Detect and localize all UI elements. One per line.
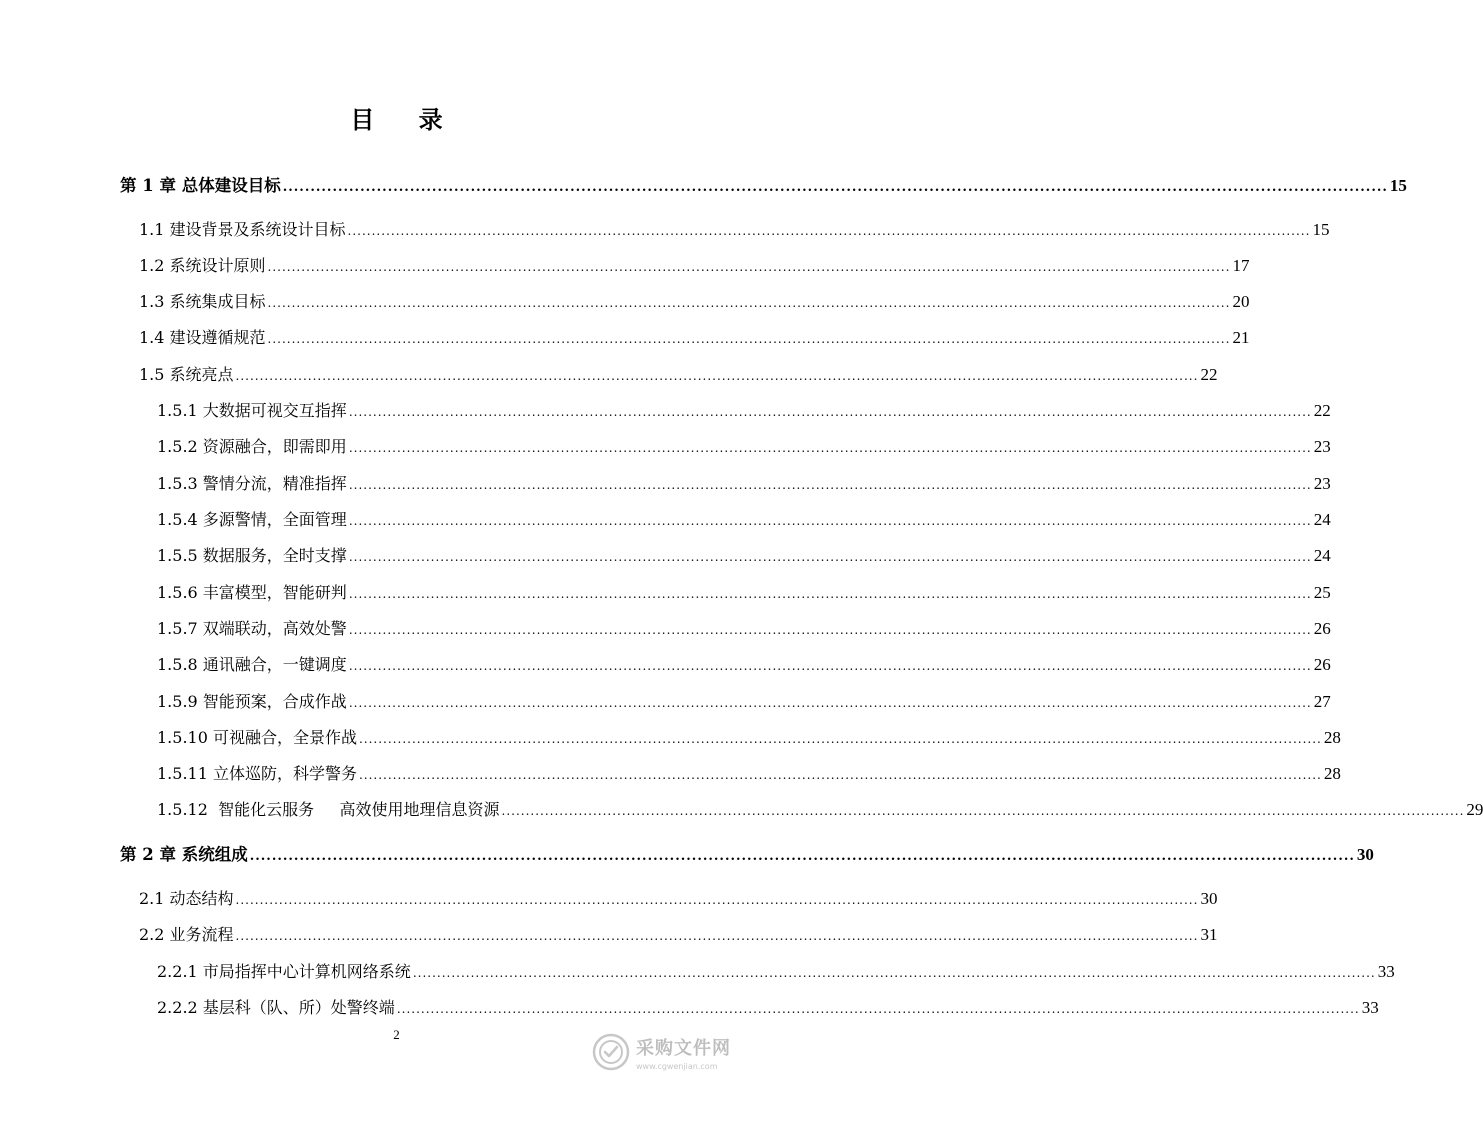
toc-entry-1-5[interactable] bbox=[139, 363, 1218, 387]
dot-leader: ........................................................................................................................................................................................................ bbox=[348, 587, 1312, 601]
dot-leader: ........................................................................................................................................................................................................ bbox=[348, 478, 1312, 492]
toc-entry-label: 1.5.3 警情分流，精准指挥 bbox=[157, 474, 347, 493]
watermark-brand: 采购文件网 bbox=[636, 1037, 731, 1059]
toc-entry-1-5-3[interactable] bbox=[157, 472, 1331, 496]
dot-leader: ........................................................................................................................................................................................................ bbox=[412, 966, 1376, 980]
toc-entry-page: 22 bbox=[1313, 401, 1331, 420]
toc-entry-1-2[interactable] bbox=[139, 254, 1250, 278]
dot-leader: ........................................................................................................................................................................................................ bbox=[348, 405, 1312, 419]
toc-entry-page: 28 bbox=[1323, 764, 1341, 783]
toc-entry-page: 24 bbox=[1313, 510, 1331, 529]
dot-leader: ........................................................................................................................................................................................................ bbox=[347, 224, 1311, 238]
toc-entry-label: 1.4 建设遵循规范 bbox=[139, 328, 266, 347]
dot-leader: ........................................................................................................................................................................................................ bbox=[249, 849, 1355, 864]
toc-entry-label: 1.5.6 丰富模型，智能研判 bbox=[157, 583, 347, 602]
toc-entry-label: 2.2 业务流程 bbox=[139, 925, 234, 944]
toc-entry-label: 1.5.9 智能预案，合成作战 bbox=[157, 692, 347, 711]
page-title: 目 录 bbox=[350, 105, 461, 134]
toc-entry-2-2[interactable] bbox=[139, 923, 1218, 947]
toc-entry-page: 28 bbox=[1323, 728, 1341, 747]
toc-entry-label: 1.5.11 立体巡防，科学警务 bbox=[157, 764, 357, 783]
toc-entry-label: 1.5.1 大数据可视交互指挥 bbox=[157, 401, 347, 420]
toc-entry-ch2[interactable] bbox=[120, 843, 1374, 867]
dot-leader: ........................................................................................................................................................................................................ bbox=[235, 929, 1199, 943]
toc-entry-ch1[interactable] bbox=[120, 174, 1407, 198]
toc-entry-1-5-11[interactable] bbox=[157, 762, 1341, 786]
toc-entry-page: 15 bbox=[1389, 176, 1407, 195]
dot-leader: ........................................................................................................................................................................................................ bbox=[267, 260, 1231, 274]
dot-leader: ........................................................................................................................................................................................................ bbox=[358, 768, 1322, 782]
toc-entry-page: 29 bbox=[1466, 800, 1483, 819]
toc-entry-label: 1.3 系统集成目标 bbox=[139, 292, 266, 311]
toc-entry-1-1[interactable] bbox=[139, 218, 1330, 242]
toc-entry-label: 1.1 建设背景及系统设计目标 bbox=[139, 220, 346, 239]
toc-entry-label: 1.5.4 多源警情，全面管理 bbox=[157, 510, 347, 529]
toc-entry-1-5-12[interactable] bbox=[157, 798, 1483, 822]
toc-entry-2-2-1[interactable] bbox=[157, 960, 1395, 984]
toc-entry-page: 23 bbox=[1313, 437, 1331, 456]
dot-leader: ........................................................................................................................................................................................................ bbox=[348, 659, 1312, 673]
toc-entry-label: 第 2 章 系统组成 bbox=[120, 845, 248, 864]
toc-entry-1-3[interactable] bbox=[139, 290, 1250, 314]
toc-entry-page: 31 bbox=[1200, 925, 1218, 944]
toc-entry-page: 21 bbox=[1232, 328, 1250, 347]
page-number: 2 bbox=[393, 1027, 400, 1042]
dot-leader: ........................................................................................................................................................................................................ bbox=[235, 369, 1199, 383]
toc-entry-1-5-8[interactable] bbox=[157, 653, 1331, 677]
dot-leader: ........................................................................................................................................................................................................ bbox=[282, 180, 1388, 195]
toc-entry-2-2-2[interactable] bbox=[157, 996, 1379, 1020]
dot-leader: ........................................................................................................................................................................................................ bbox=[267, 296, 1231, 310]
cgwenjian-logo-icon bbox=[592, 1033, 630, 1071]
watermark-url: www.cgwenjian.com bbox=[636, 1061, 718, 1071]
dot-leader: ........................................................................................................................................................................................................ bbox=[358, 732, 1322, 746]
toc-entry-1-5-9[interactable] bbox=[157, 690, 1331, 714]
toc-entry-page: 26 bbox=[1313, 619, 1331, 638]
toc-entry-label: 1.5.7 双端联动，高效处警 bbox=[157, 619, 347, 638]
toc-entry-label: 1.5.8 通讯融合，一键调度 bbox=[157, 655, 347, 674]
dot-leader: ........................................................................................................................................................................................................ bbox=[348, 696, 1312, 710]
toc-entry-page: 24 bbox=[1313, 546, 1331, 565]
dot-leader: ........................................................................................................................................................................................................ bbox=[348, 514, 1312, 528]
toc-entry-label: 2.1 动态结构 bbox=[139, 889, 234, 908]
toc-entry-label: 1.5.5 数据服务，全时支撑 bbox=[157, 546, 347, 565]
toc-entry-page: 27 bbox=[1313, 692, 1331, 711]
toc-entry-label: 2.2.1 市局指挥中心计算机网络系统 bbox=[157, 962, 411, 981]
toc-entry-1-5-5[interactable] bbox=[157, 544, 1331, 568]
toc-entry-page: 17 bbox=[1232, 256, 1250, 275]
toc-entry-label: 2.2.2 基层科（队、所）处警终端 bbox=[157, 998, 395, 1017]
toc-entry-2-1[interactable] bbox=[139, 887, 1218, 911]
watermark bbox=[592, 1028, 762, 1076]
toc-entry-page: 20 bbox=[1232, 292, 1250, 311]
dot-leader: ........................................................................................................................................................................................................ bbox=[348, 550, 1312, 564]
toc-entry-label: 1.5.10 可视融合，全景作战 bbox=[157, 728, 357, 747]
toc-entry-1-4[interactable] bbox=[139, 326, 1250, 350]
dot-leader: ........................................................................................................................................................................................................ bbox=[501, 804, 1465, 818]
toc-entry-1-5-4[interactable] bbox=[157, 508, 1331, 532]
toc-entry-page: 30 bbox=[1356, 845, 1374, 864]
toc-entry-page: 15 bbox=[1312, 220, 1330, 239]
dot-leader: ........................................................................................................................................................................................................ bbox=[348, 441, 1312, 455]
toc-entry-page: 23 bbox=[1313, 474, 1331, 493]
dot-leader: ........................................................................................................................................................................................................ bbox=[267, 332, 1231, 346]
toc-entry-label: 1.5.12 智能化云服务 高效使用地理信息资源 bbox=[157, 800, 500, 819]
toc-entry-page: 30 bbox=[1200, 889, 1218, 908]
toc-entry-page: 33 bbox=[1361, 998, 1379, 1017]
toc-entry-page: 22 bbox=[1200, 365, 1218, 384]
toc-entry-label: 1.5.2 资源融合，即需即用 bbox=[157, 437, 347, 456]
toc-entry-label: 1.5 系统亮点 bbox=[139, 365, 234, 384]
toc-entry-label: 第 1 章 总体建设目标 bbox=[120, 176, 281, 195]
toc-entry-1-5-6[interactable] bbox=[157, 581, 1331, 605]
dot-leader: ........................................................................................................................................................................................................ bbox=[235, 893, 1199, 907]
toc-entry-label: 1.2 系统设计原则 bbox=[139, 256, 266, 275]
dot-leader: ........................................................................................................................................................................................................ bbox=[348, 623, 1312, 637]
toc-entry-page: 25 bbox=[1313, 583, 1331, 602]
toc-entry-1-5-1[interactable] bbox=[157, 399, 1331, 423]
toc-entry-page: 33 bbox=[1377, 962, 1395, 981]
toc-entry-page: 26 bbox=[1313, 655, 1331, 674]
toc-entry-1-5-7[interactable] bbox=[157, 617, 1331, 641]
toc-entry-1-5-10[interactable] bbox=[157, 726, 1341, 750]
dot-leader: ........................................................................................................................................................................................................ bbox=[396, 1002, 1360, 1016]
toc-entry-1-5-2[interactable] bbox=[157, 435, 1331, 459]
